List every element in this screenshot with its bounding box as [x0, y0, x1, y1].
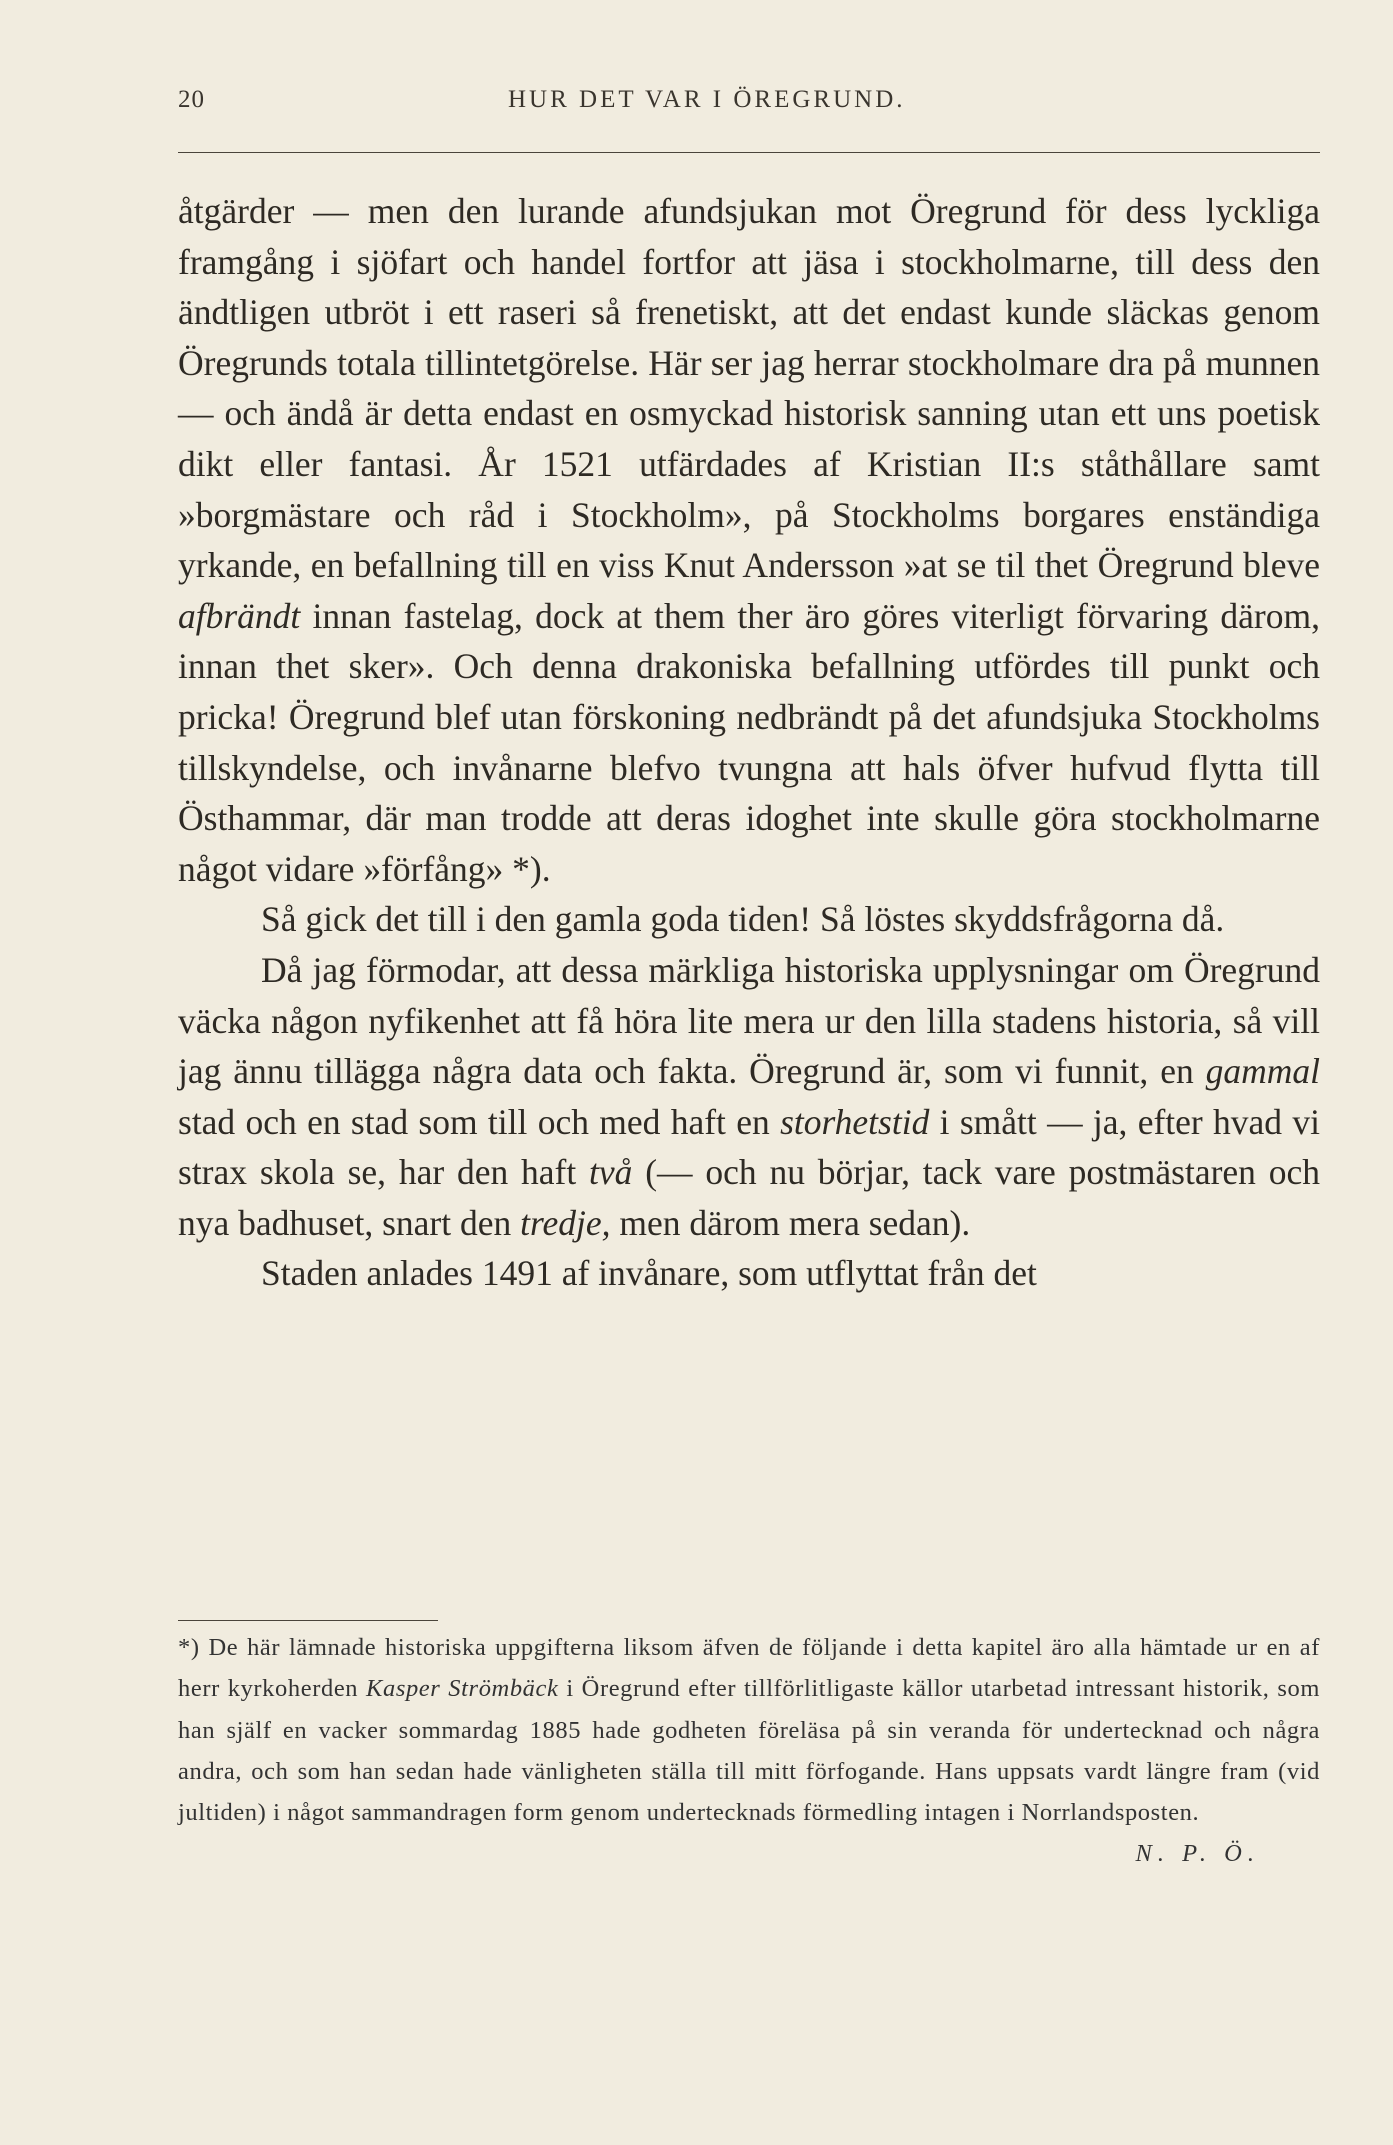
footnote-author-name: Kasper Strömbäck	[366, 1675, 559, 1703]
running-head	[178, 86, 1318, 126]
paragraph-3	[178, 945, 1320, 1249]
footnote-paragraph	[178, 1627, 1320, 1868]
paragraph-3-text-a: Då jag förmodar, att dessa märkliga historiska upplysningar om Öregrund väcka någon nyfikenhet att få höra lite mera ur den lilla stadens historia, så vill jag ännu tillägga några data och fakta. Öregrund är, som vi funnit, en	[178, 949, 1320, 1092]
main-text	[178, 186, 1320, 1299]
footnote-text-b: i Öregrund efter tillförlitligaste källor utarbetad intressant historik, som han själf en vacker sommardag 1885 hade godheten föreläsa på sin veranda för undertecknad och några andra, och som han sedan hade vänligheten ställa till mitt förfogande. Hans uppsats vardt längre fram (vid jultiden) i något sammandragen form genom undertecknads förmedling intagen i Norrlandsposten.	[178, 1675, 1320, 1827]
paragraph-3-italic-1: gammal	[1205, 1051, 1320, 1092]
paragraph-3-text-e: men därom mera sedan).	[610, 1202, 971, 1243]
paragraph-1-text-a: åtgärder — men den lurande afundsjukan mot Öregrund för dess lyckliga framgång i sjöfart och handel fortfor att jäsa i stockholmarne, till dess den ändtligen utbröt i ett raseri så frenetiskt, att det endast kunde släckas genom Öregrunds totala tillintetgörelse. Här ser jag herrar stockholmare dra på munnen — och ändå är detta endast en osmyckad historisk sanning utan ett uns poetisk dikt eller fantasi. År 1521 utfärdades af Kristian II:s ståthållare samt »borgmästare och råd i Stockholm», på Stockholms borgares enständiga yrkande, en befallning till en viss Knut Andersson »at se til thet Öregrund bleve	[178, 191, 1320, 586]
footnote-text-a: *) De här lämnade historiska uppgifterna liksom äfven de följande i detta kapitel äro alla hämtade ur en af herr kyrkoherden	[178, 1634, 1320, 1703]
page-number: 20	[178, 86, 205, 113]
paragraph-2: Så gick det till i den gamla goda tiden! Så löstes skyddsfrågorna då.	[261, 899, 1225, 940]
paragraph-3-italic-4: tredje,	[520, 1202, 611, 1243]
paragraph-3-italic-3: två	[589, 1152, 633, 1193]
paragraph-3-text-b: stad och en stad som till och med haft en	[178, 1101, 781, 1142]
paragraph-3-text-c: i smått — ja, efter hvad vi strax skola se, har den haft	[178, 1101, 1320, 1193]
footnote	[178, 1627, 1320, 1875]
running-title: HUR DET VAR I ÖREGRUND.	[508, 86, 906, 113]
header-rule	[178, 152, 1320, 153]
paragraph-1-text-b: innan fastelag, dock at them ther äro göres viterligt förvaring därom, innan thet sker». Och denna drakoniska befallning utfördes till punkt och pricka! Öregrund blef utan förskoning nedbrändt på det afundsjuka Stockholms tillskyndelse, och invånarne blefvo tvungna att hals öfver hufvud flytta till Östhammar, där man trodde att deras idoghet inte skulle göra stockholmarne något vidare »förfång» *).	[178, 595, 1320, 889]
paragraph-4: Staden anlades 1491 af invånare, som utflyttat från det	[261, 1253, 1037, 1294]
paragraph-3-text-d: (— och nu börjar, tack vare postmästaren och nya badhuset, snart den	[178, 1152, 1320, 1243]
paragraph-1-italic: afbrändt	[178, 595, 301, 636]
paragraph-1	[178, 186, 1320, 894]
footnote-signature: N. P. Ö.	[1135, 1840, 1260, 1868]
paragraph-3-italic-2: storhetstid	[780, 1101, 930, 1142]
footnote-rule	[178, 1620, 438, 1621]
